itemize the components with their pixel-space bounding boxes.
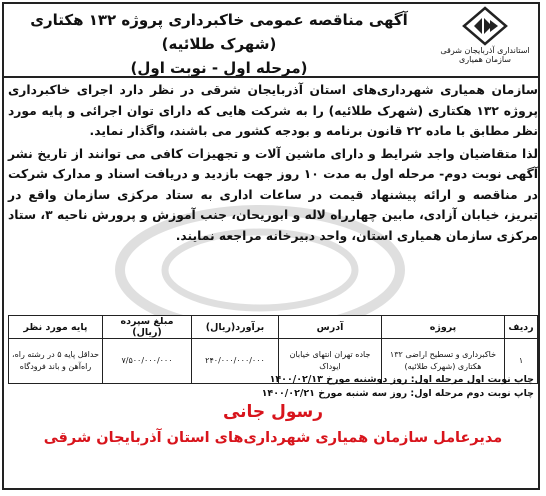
print-date-second: چاپ نوبت دوم مرحله اول: روز سه شنبه مورخ ۱۴۰۰/۰۲/۲۱ xyxy=(261,388,534,399)
header-deposit: مبلغ سپرده (ریال) xyxy=(103,316,192,339)
title-line-2: (مرحله اول - نوبت اول) xyxy=(130,59,308,77)
cell-project: خاکبرداری و تسطیح اراضی ۱۳۲ هکتاری (شهرک طلائیه) xyxy=(382,339,505,384)
cell-address: جاده تهران انتهای خیابان ایوداک xyxy=(279,339,382,384)
header-address: آدرس xyxy=(279,316,382,339)
organization-logo xyxy=(438,6,532,72)
cell-deposit: ۷/۵۰۰/۰۰۰/۰۰۰ xyxy=(103,339,192,384)
body-paragraph-1: سازمان همیاری شهرداری‌های استان آذربایجان شرقی در نظر دارد اجرای خاکبرداری پروژه ۱۳۲ هکتاری (شهرک طلائیه) را به شرکت هایی که دارای توان اجرائی و پایه مورد نظر مطابق با ماده ۲۲ قانون برنامه و بودجه کشور می باشند، واگذار نماید. xyxy=(8,83,538,138)
cell-grade: حداقل پایه ۵ در رشته راه، راه‌آهن و باند فرودگاه xyxy=(9,339,103,384)
header-row-number: ردیف xyxy=(505,316,538,339)
title-line-1: آگهی مناقصه عمومی خاکبرداری پروژه ۱۳۲ هکتاری (شهرک طلائیه) xyxy=(30,11,408,53)
signatory-name: رسول جانی xyxy=(222,402,324,422)
logo-emblem-icon xyxy=(462,6,508,46)
ad-body xyxy=(8,80,538,246)
logo-text-1: استانداری آذربایجان شرقی xyxy=(440,46,530,55)
cell-estimate: ۲۴۰/۰۰۰/۰۰۰/۰۰۰ xyxy=(192,339,279,384)
header-divider xyxy=(4,76,538,78)
header-project: پروژه xyxy=(382,316,505,339)
body-paragraph-2: لذا متقاضیان واجد شرایط و دارای ماشین آلات و تجهیزات کافی می توانند از تاریخ نشر آگهی نوبت دوم- مرحله اول به مدت ۱۰ روز جهت بازدید و دریافت اسناد و مدارک شرکت در مناقصه و ارائه پیشنهاد قیمت در ساعات اداری به ستاد مرکزی سازمان واقع در تبریز، خیابان آزادی، مابین چهارراه لاله و ابوریحان، جنب آموزش و پرورش ناحیه ۳، ستاد مرکزی سازمان همیاری استان، واحد دبیرخانه مراجعه نمایند. xyxy=(8,146,538,243)
logo-text-2: سازمان همیاری xyxy=(459,55,511,64)
ad-title xyxy=(8,8,430,80)
ad-header xyxy=(4,4,538,76)
cell-row-number: ۱ xyxy=(505,339,538,384)
signatory-position: مدیرعامل سازمان همیاری شهرداری‌های استان آذربایجان شرقی xyxy=(43,430,503,446)
header-estimate: برآورد(ریال) xyxy=(192,316,279,339)
header-grade: پایه مورد نظر xyxy=(9,316,103,339)
print-date-first: چاپ نوبت اول مرحله اول: روز دوشنبه مورخ ۱۴۰۰/۰۲/۱۳ xyxy=(269,374,534,385)
table-header-row xyxy=(9,316,538,339)
